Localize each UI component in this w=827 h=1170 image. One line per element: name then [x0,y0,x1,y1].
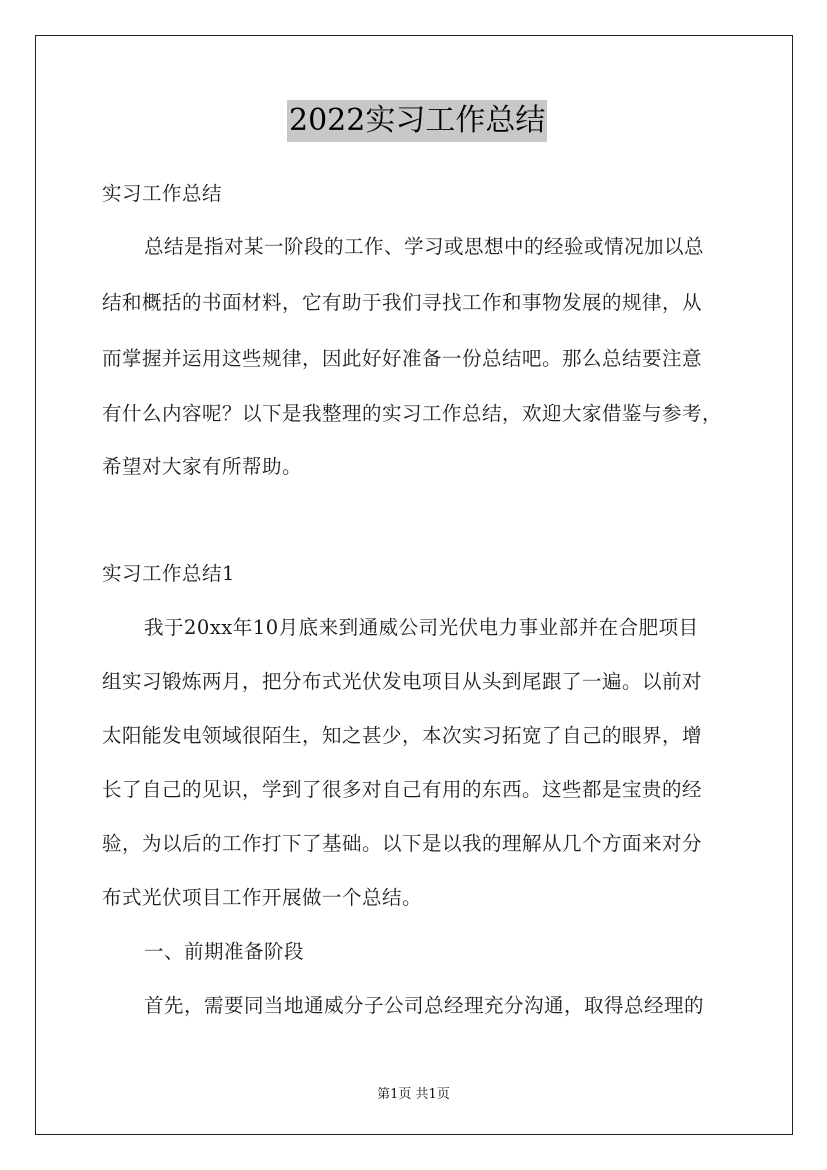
section1-line: 布式光伏项目工作开展做一个总结。 [102,886,423,909]
subheading: 一、前期准备阶段 [144,940,305,963]
intro-line: 结和概括的书面材料，它有助于我们寻找工作和事物发展的规律，从 [102,291,703,314]
document-title: 2022实习工作总结 [287,100,547,142]
intro-line: 希望对大家有所帮助。 [102,455,303,478]
section1-line: 组实习锻炼两月，把分布式光伏发电项目从头到尾跟了一遍。以前对 [102,670,703,693]
intro-line: 总结是指对某一阶段的工作、学习或思想中的经验或情况加以总 [144,235,705,258]
intro-line: 而掌握并运用这些规律，因此好好准备一份总结吧。那么总结要注意 [102,347,703,370]
document-heading: 实习工作总结 [102,182,223,205]
section-heading: 实习工作总结1 [102,562,235,585]
section1-line: 太阳能发电领域很陌生，知之甚少，本次实习拓宽了自己的眼界，增 [102,724,703,747]
intro-line: 有什么内容呢？以下是我整理的实习工作总结，欢迎大家借鉴与参考， [102,402,723,425]
page-number: 第1页 共1页 [377,1087,450,1102]
section1-line: 验，为以后的工作打下了基础。以下是以我的理解从几个方面来对分 [102,832,703,855]
paragraph-line: 首先，需要同当地通威分子公司总经理充分沟通，取得总经理的 [144,994,705,1017]
section1-line: 长了自己的见识，学到了很多对自己有用的东西。这些都是宝贵的经 [102,778,703,801]
section1-line: 我于20xx年10月底来到通威公司光伏电力事业部并在合肥项目 [144,616,699,639]
